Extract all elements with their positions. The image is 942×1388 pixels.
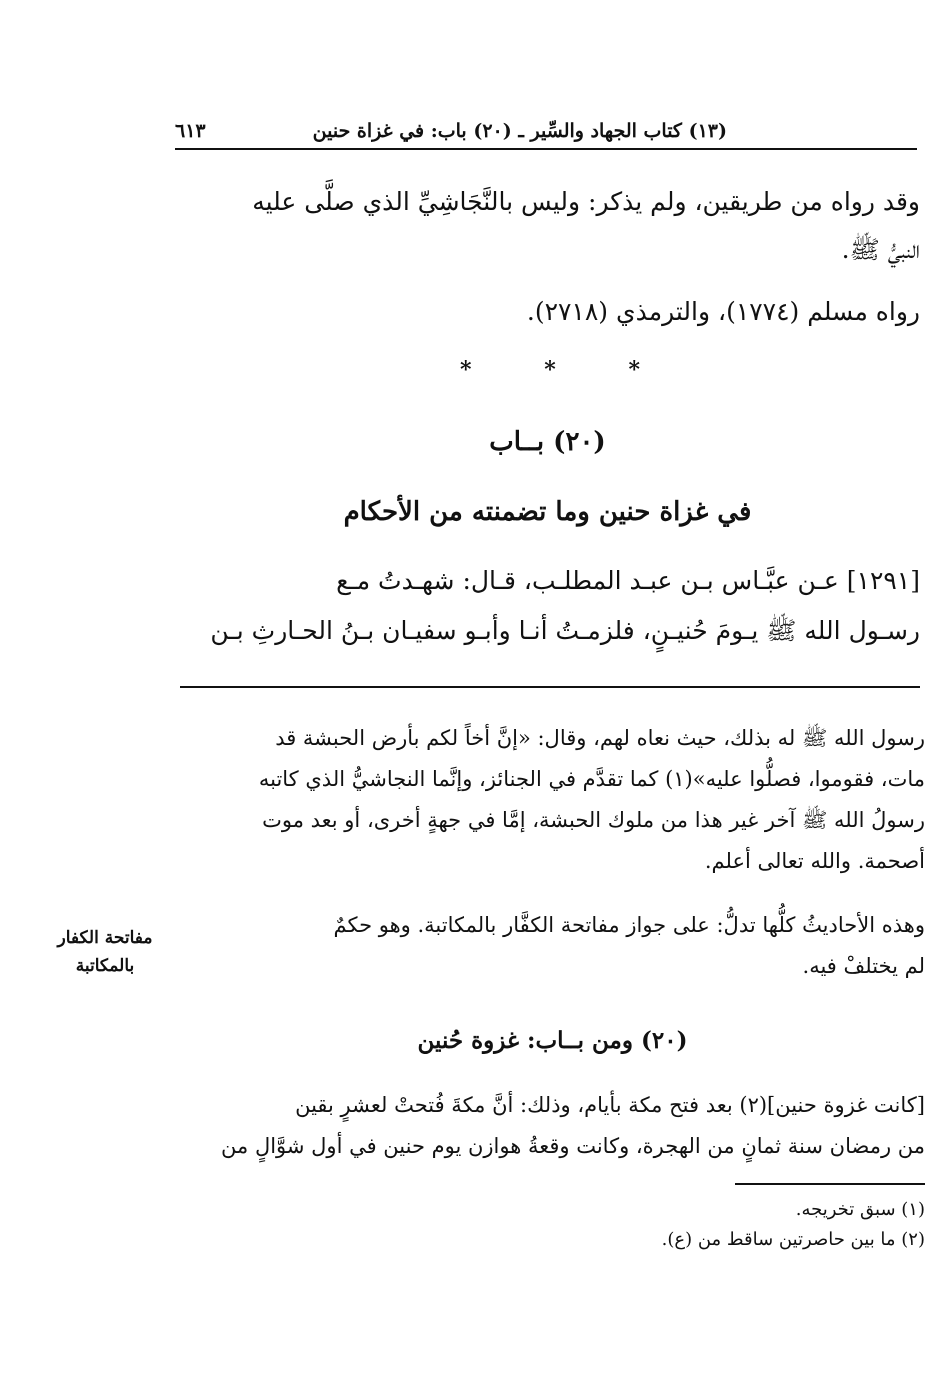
commentary-paragraph-3 [180, 1085, 925, 1167]
star: * [544, 357, 556, 383]
star: * [628, 357, 640, 383]
footnote-divider [735, 1183, 925, 1185]
text-line: وقد رواه من طريقين، ولم يذكر: وليس بالنَّجَاشِيِّ الذي صلَّى عليه [252, 187, 920, 216]
text-line: [كانت غزوة حنين](٢) بعد فتح مكة بأيام، وذلك: أنَّ مكةَ فُتحتْ لعشرٍ بقين [295, 1093, 925, 1117]
commentary-paragraph-2 [180, 905, 925, 987]
text-line: رسولُ الله ﷺ آخر غير هذا من ملوك الحبشة، إمَّا في جهةٍ أخرى، أو بعد موت [262, 808, 925, 832]
separator-stars [460, 357, 640, 383]
chapter-number-title: (٢٠) بــاب [489, 427, 606, 457]
text-line: وهذه الأحاديثُ كلُّها تدلُّ: على جواز مفاتحة الكفَّار بالمكاتبة. وهو حكمٌ [333, 913, 925, 937]
footnote-2: (٢) ما بين حاصرتين ساقط من (ع). [661, 1229, 925, 1250]
footnotes [500, 1195, 925, 1255]
text-commentary-divider [180, 686, 920, 688]
margin-note-line: بالمكاتبة [75, 956, 135, 976]
chapter-subtitle: في غزاة حنين وما تضمنته من الأحكام [343, 497, 752, 527]
text-line: النبيُّ ﷺ. [841, 235, 920, 264]
commentary-paragraph-1 [180, 718, 925, 882]
text-line: مات، فقوموا، فصلُّوا عليه»(١) كما تقدَّم في الجنائز، وإنَّما النجاشيُّ الذي كاتبه [258, 767, 925, 791]
text-line: أصحمة. والله تعالى أعلم. [704, 849, 925, 873]
text-line: لم يختلفْ فيه. [802, 954, 925, 978]
text-line: رسول الله ﷺ له بذلك، حيث نعاه لهم، وقال: «إنَّ أخاً لكم بأرض الحبشة قد [275, 726, 925, 750]
hadith-end-text [175, 178, 920, 336]
footnote-1: (١) سبق تخريجه. [795, 1199, 925, 1220]
text-line: رسـول الله ﷺ يـومَ حُنيـنٍ، فلزمـتُ أنـا وأبـو سفيـان بـنُ الحـارثِ بـن [210, 616, 920, 645]
header-rule [175, 148, 917, 150]
text-line: [١٢٩١] عـن عبَّـاس بـن عبـد المطلـب، قـال: شهـدتُ مـع [336, 566, 920, 595]
page-number: ٦١٣ [175, 120, 206, 142]
running-header [175, 118, 917, 148]
hadith-1291 [178, 556, 920, 656]
text-line: رواه مسلم (١٧٧٤)، والترمذي (٢٧١٨). [526, 297, 920, 326]
star: * [460, 357, 472, 383]
text-line: من رمضان سنة ثمانٍ من الهجرة، وكانت وقعةُ هوازن يوم حنين في أول شوَّالٍ من [221, 1134, 925, 1158]
section-title: (٢٠) ومن بــاب: غزوة حُنين [417, 1027, 688, 1054]
margin-note-line: مفاتحة الكفار [57, 928, 153, 948]
margin-note [30, 924, 180, 980]
running-title: (١٣) كتاب الجهاد والسِّير ـ (٢٠) باب: في غزاة حنين [312, 120, 727, 142]
